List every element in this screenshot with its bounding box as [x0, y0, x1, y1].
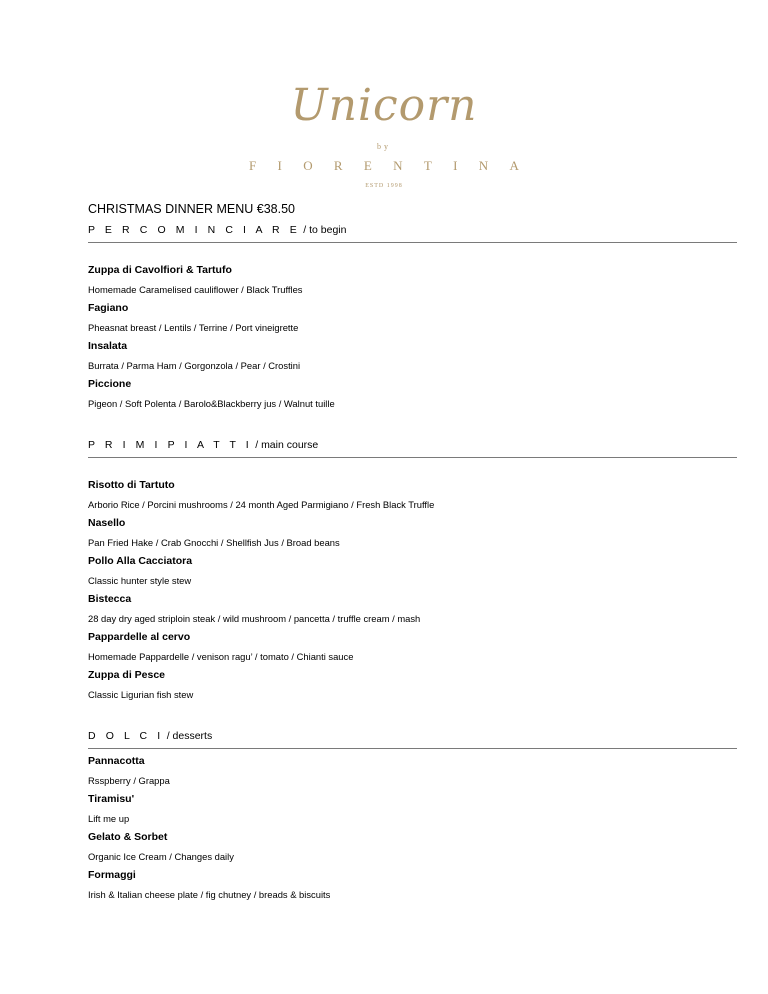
menu-item: [88, 593, 737, 625]
menu-item-name: Pollo Alla Cacciatora: [88, 555, 193, 567]
menu-item: [88, 555, 737, 587]
menu-item: [88, 264, 737, 296]
section-heading-english: / main course: [252, 439, 319, 451]
menu-item: [88, 755, 737, 787]
menu-item-description: Homemade Pappardelle / venison ragu’ / tomato / Chianti sauce: [88, 651, 354, 662]
menu-item: [88, 479, 737, 511]
section-heading-italian: P R I M I P I A T T I: [88, 439, 253, 451]
menu-item-name: Bistecca: [88, 593, 132, 605]
menu-item-description: Rsspberry / Grappa: [88, 775, 170, 786]
menu-item-name: Tiramisu': [88, 793, 135, 805]
menu-item-description: Classic hunter style stew: [88, 575, 192, 586]
menu-item-name: Risotto di Tartuto: [88, 479, 175, 491]
menu-item-description: Homemade Caramelised cauliflower / Black Truffles: [88, 284, 303, 295]
menu-item-description: Arborio Rice / Porcini mushrooms / 24 month Aged Parmigiano / Fresh Black Truffle: [88, 499, 435, 510]
menu-item-name: Formaggi: [88, 869, 136, 881]
menu-item-name: Pappardelle al cervo: [88, 631, 191, 643]
menu-item-description: 28 day dry aged striploin steak / wild mushroom / pancetta / truffle cream / mash: [88, 613, 421, 624]
brand-letter: A: [509, 158, 519, 173]
menu-item-name: Fagiano: [88, 302, 129, 314]
section-heading-primi-piatti: [88, 438, 737, 458]
menu-item-name: Zuppa di Cavolfiori & Tartufo: [88, 264, 232, 276]
menu-item-description: Pigeon / Soft Polenta / Barolo&Blackberry jus / Walnut tuille: [88, 398, 335, 409]
section-heading-dolci: [88, 729, 737, 749]
menu-item: [88, 869, 737, 901]
brand-letter: R: [333, 158, 343, 173]
brand-letter: O: [303, 158, 313, 173]
section-heading-italian: P E R C O M I N C I A R E: [88, 224, 301, 236]
menu-item: [88, 340, 737, 372]
brand-letter: E: [363, 158, 372, 173]
menu-item-name: Gelato & Sorbet: [88, 831, 168, 843]
logo-by: by: [377, 142, 391, 151]
menu-item-name: Piccione: [88, 378, 132, 390]
menu-item-description: Pheasnat breast / Lentils / Terrine / Port vineigrette: [88, 322, 299, 333]
section-heading-per-cominciare: [88, 223, 737, 243]
restaurant-logo: [0, 78, 768, 190]
logo-established: ESTD 1998: [365, 183, 403, 189]
menu-item: [88, 302, 737, 334]
menu-item: [88, 517, 737, 549]
menu-item-name: Insalata: [88, 340, 128, 352]
menu-item: [88, 831, 737, 863]
menu-item: [88, 669, 737, 701]
menu-item-description: Pan Fried Hake / Crab Gnocchi / Shellfish Jus / Broad beans: [88, 537, 340, 548]
menu-item-description: Organic Ice Cream / Changes daily: [88, 851, 234, 862]
section-heading-english: / desserts: [163, 730, 213, 742]
menu-item: [88, 793, 737, 825]
menu-item: [88, 378, 737, 410]
brand-letter: F: [249, 158, 257, 173]
menu-item-name: Nasello: [88, 517, 126, 529]
brand-letter: N: [393, 158, 403, 173]
menu-item-description: Irish & Italian cheese plate / fig chutney / breads & biscuits: [88, 889, 331, 900]
brand-letter: T: [423, 158, 432, 173]
brand-letter: I: [453, 158, 458, 173]
menu-item-description: Classic Ligurian fish stew: [88, 689, 194, 700]
section-heading-italian: D O L C I: [88, 730, 164, 742]
menu-item-name: Pannacotta: [88, 755, 145, 767]
logo-brand-name: [249, 158, 519, 174]
menu-title: CHRISTMAS DINNER MENU €38.50: [88, 202, 295, 216]
brand-letter: I: [277, 158, 282, 173]
menu-item-description: Lift me up: [88, 813, 130, 824]
logo-script-wordmark: Unicorn: [290, 80, 478, 131]
menu-content: [88, 200, 737, 907]
menu-item: [88, 631, 737, 663]
brand-letter: N: [478, 158, 489, 173]
menu-item-description: Burrata / Parma Ham / Gorgonzola / Pear / Crostini: [88, 360, 301, 371]
menu-item-name: Zuppa di Pesce: [88, 669, 166, 681]
section-heading-english: / to begin: [300, 224, 347, 236]
